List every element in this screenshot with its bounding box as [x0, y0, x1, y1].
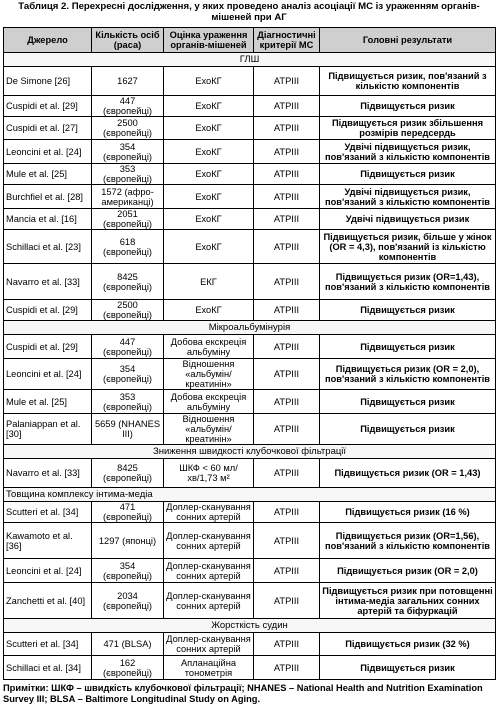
cell-criteria: ATPIII — [254, 656, 320, 680]
cell-assessment: Відношення «альбумін/креатинін» — [164, 359, 254, 390]
cell-assessment: Відношення «альбумін/креатинін» — [164, 414, 254, 445]
table-body — [4, 53, 496, 680]
table-row — [4, 164, 496, 185]
cell-assessment: ЕхоКГ — [164, 230, 254, 264]
table-row — [4, 230, 496, 264]
table-row — [4, 117, 496, 140]
cell-criteria: ATPIII — [254, 335, 320, 359]
cell-result: Підвищується ризик — [320, 414, 496, 445]
cell-assessment: ЕхоКГ — [164, 209, 254, 230]
cell-criteria: ATPIII — [254, 459, 320, 488]
cell-criteria: ATPIII — [254, 583, 320, 619]
cell-criteria: ATPIII — [254, 209, 320, 230]
cell-source: Leoncini et al. [24] — [4, 140, 92, 164]
cell-result: Підвищується ризик (OR = 1,43) — [320, 459, 496, 488]
cell-assessment: ЕхоКГ — [164, 140, 254, 164]
cell-source: Navarro et al. [33] — [4, 459, 92, 488]
cell-source: Navarro et al. [33] — [4, 264, 92, 300]
cell-result: Підвищується ризик (OR=1,56), пов'язаний з кількістю компонентів — [320, 523, 496, 559]
cell-result: Підвищується ризик (OR = 2,0) — [320, 559, 496, 583]
cell-count: 618 (європейці) — [92, 230, 164, 264]
cell-count: 8425 (європейці) — [92, 264, 164, 300]
section-title: Зниження швидкості клубочкової фільтрації — [4, 445, 496, 459]
table-row — [4, 633, 496, 656]
table-row — [4, 414, 496, 445]
cell-count: 354 (європейці) — [92, 140, 164, 164]
cell-count: 2051 (європейці) — [92, 209, 164, 230]
table-caption: Таблиця 2. Перехресні дослідження, у яких проведено аналіз асоціації МС із ураженням органів-мішеней при АГ — [18, 1, 480, 23]
cell-result: Підвищується ризик — [320, 96, 496, 117]
cell-assessment: ШКФ < 60 мл/хв/1,73 м² — [164, 459, 254, 488]
cell-criteria: ATPIII — [254, 390, 320, 414]
cell-result: Підвищується ризик (16 %) — [320, 502, 496, 523]
cell-count: 471 (європейці) — [92, 502, 164, 523]
cell-result: Підвищується ризик при потовщенні інтима-медіа загальних сонних артерій та біфуркацій — [320, 583, 496, 619]
cell-source: Scutteri et al. [34] — [4, 502, 92, 523]
cell-result: Підвищується ризик — [320, 390, 496, 414]
cell-count: 8425 (європейці) — [92, 459, 164, 488]
cell-criteria: ATPIII — [254, 633, 320, 656]
cell-count: 5659 (NHANES III) — [92, 414, 164, 445]
cell-assessment: ЕхоКГ — [164, 96, 254, 117]
cell-result: Підвищується ризик, більше у жінок (OR = 4,3), пов'язаний із кількістю компонентів — [320, 230, 496, 264]
section-header-row — [4, 445, 496, 459]
cell-count: 2500 (європейці) — [92, 117, 164, 140]
table-row — [4, 67, 496, 96]
section-header-row — [4, 321, 496, 335]
table-row — [4, 583, 496, 619]
cell-count: 1297 (японці) — [92, 523, 164, 559]
table-row — [4, 96, 496, 117]
cell-criteria: ATPIII — [254, 414, 320, 445]
cell-assessment: ЕКГ — [164, 264, 254, 300]
cell-criteria: ATPIII — [254, 300, 320, 321]
cell-assessment: ЕхоКГ — [164, 117, 254, 140]
section-header-row — [4, 488, 496, 502]
cell-source: Palaniappan et al. [30] — [4, 414, 92, 445]
cell-criteria: ATPIII — [254, 559, 320, 583]
cell-result: Підвищується ризик — [320, 656, 496, 680]
table-note: Примітки: ШКФ – швидкість клубочкової фільтрації; NHANES – National Health and Nutrition Examination Survey III; BLSA – Baltimore Longitudinal Study on Aging. — [3, 683, 483, 704]
cell-source: Cuspidi et al. [27] — [4, 117, 92, 140]
cell-count: 471 (BLSA) — [92, 633, 164, 656]
table-row — [4, 140, 496, 164]
table-row — [4, 335, 496, 359]
cell-assessment: Доплер-сканування сонних артерій — [164, 559, 254, 583]
cell-assessment: Доплер-сканування сонних артерій — [164, 523, 254, 559]
cell-count: 1572 (афро-американці) — [92, 185, 164, 209]
cell-source: Cuspidi et al. [29] — [4, 300, 92, 321]
cell-assessment: ЕхоКГ — [164, 67, 254, 96]
cell-assessment: ЕхоКГ — [164, 185, 254, 209]
cell-count: 1627 — [92, 67, 164, 96]
cell-source: Kawamoto et al. [36] — [4, 523, 92, 559]
cell-assessment: ЕхоКГ — [164, 164, 254, 185]
cell-result: Підвищується ризик (32 %) — [320, 633, 496, 656]
cell-assessment: Доплер-сканування сонних артерій — [164, 583, 254, 619]
cell-source: Mule et al. [25] — [4, 164, 92, 185]
cell-result: Підвищується ризик збільшення розмірів передсердь — [320, 117, 496, 140]
cell-criteria: ATPIII — [254, 96, 320, 117]
cell-criteria: ATPIII — [254, 117, 320, 140]
cell-count: 353 (європейці) — [92, 390, 164, 414]
table-row — [4, 390, 496, 414]
results-table — [3, 27, 496, 680]
cell-result: Підвищується ризик (OR=1,43), пов'язаний з кількістю компонентів — [320, 264, 496, 300]
cell-count: 353 (європейці) — [92, 164, 164, 185]
cell-assessment: Доплер-сканування сонних артерій — [164, 502, 254, 523]
header-count: Кількість осіб (раса) — [92, 28, 164, 53]
cell-source: Schillaci et al. [34] — [4, 656, 92, 680]
cell-criteria: ATPIII — [254, 264, 320, 300]
header-source: Джерело — [4, 28, 92, 53]
cell-result: Підвищується ризик (OR = 2,0), пов'язаний з кількістю компонентів — [320, 359, 496, 390]
table-row — [4, 185, 496, 209]
cell-source: Leoncini et al. [24] — [4, 359, 92, 390]
cell-result: Удвічі підвищується ризик — [320, 209, 496, 230]
cell-source: Zanchetti et al. [40] — [4, 583, 92, 619]
cell-criteria: ATPIII — [254, 140, 320, 164]
cell-assessment: Апланаційна тонометрія — [164, 656, 254, 680]
section-header-row — [4, 53, 496, 67]
cell-assessment: ЕхоКГ — [164, 300, 254, 321]
cell-result: Підвищується ризик — [320, 335, 496, 359]
cell-count: 354 (європейці) — [92, 359, 164, 390]
cell-result: Підвищується ризик — [320, 300, 496, 321]
table-row — [4, 559, 496, 583]
cell-result: Підвищується ризик — [320, 164, 496, 185]
table-row — [4, 359, 496, 390]
header-assessment: Оцінка ураження органів-мішеней — [164, 28, 254, 53]
table-row — [4, 523, 496, 559]
cell-count: 162 (європейці) — [92, 656, 164, 680]
table-row — [4, 209, 496, 230]
cell-criteria: ATPIII — [254, 502, 320, 523]
cell-source: Burchfiel et al. [28] — [4, 185, 92, 209]
cell-assessment: Добова екскреція альбуміну — [164, 335, 254, 359]
cell-source: Cuspidi et al. [29] — [4, 335, 92, 359]
cell-result: Підвищується ризик, пов'язаний з кількістю компонентів — [320, 67, 496, 96]
cell-criteria: ATPIII — [254, 67, 320, 96]
cell-count: 447 (європейці) — [92, 96, 164, 117]
table-row — [4, 656, 496, 680]
cell-source: Cuspidi et al. [29] — [4, 96, 92, 117]
cell-criteria: ATPIII — [254, 185, 320, 209]
cell-result: Удвічі підвищується ризик, пов'язаний з кількістю компонентів — [320, 185, 496, 209]
cell-criteria: ATPIII — [254, 523, 320, 559]
section-title: Товщина комплексу інтима-медіа — [4, 488, 496, 502]
table-header-row — [4, 28, 496, 53]
table-row — [4, 300, 496, 321]
table-row — [4, 459, 496, 488]
section-title: Жорсткість судин — [4, 619, 496, 633]
cell-count: 2500 (європейці) — [92, 300, 164, 321]
cell-criteria: ATPIII — [254, 230, 320, 264]
table-row — [4, 264, 496, 300]
cell-count: 354 (європейці) — [92, 559, 164, 583]
cell-source: Scutteri et al. [34] — [4, 633, 92, 656]
cell-result: Удвічі підвищується ризик, пов'язаний з кількістю компонентів — [320, 140, 496, 164]
cell-criteria: ATPIII — [254, 164, 320, 185]
cell-source: Leoncini et al. [24] — [4, 559, 92, 583]
cell-assessment: Доплер-сканування сонних артерій — [164, 633, 254, 656]
cell-count: 447 (європейці) — [92, 335, 164, 359]
section-header-row — [4, 619, 496, 633]
cell-source: Mule et al. [25] — [4, 390, 92, 414]
section-title: ГЛШ — [4, 53, 496, 67]
cell-source: Mancia et al. [16] — [4, 209, 92, 230]
section-title: Мікроальбумінурія — [4, 321, 496, 335]
header-criteria: Діагностичні критерії МС — [254, 28, 320, 53]
header-results: Головні результати — [320, 28, 496, 53]
cell-source: De Simone [26] — [4, 67, 92, 96]
table-row — [4, 502, 496, 523]
cell-source: Schillaci et al. [23] — [4, 230, 92, 264]
cell-criteria: ATPIII — [254, 359, 320, 390]
cell-count: 2034 (європейці) — [92, 583, 164, 619]
cell-assessment: Добова екскреція альбуміну — [164, 390, 254, 414]
